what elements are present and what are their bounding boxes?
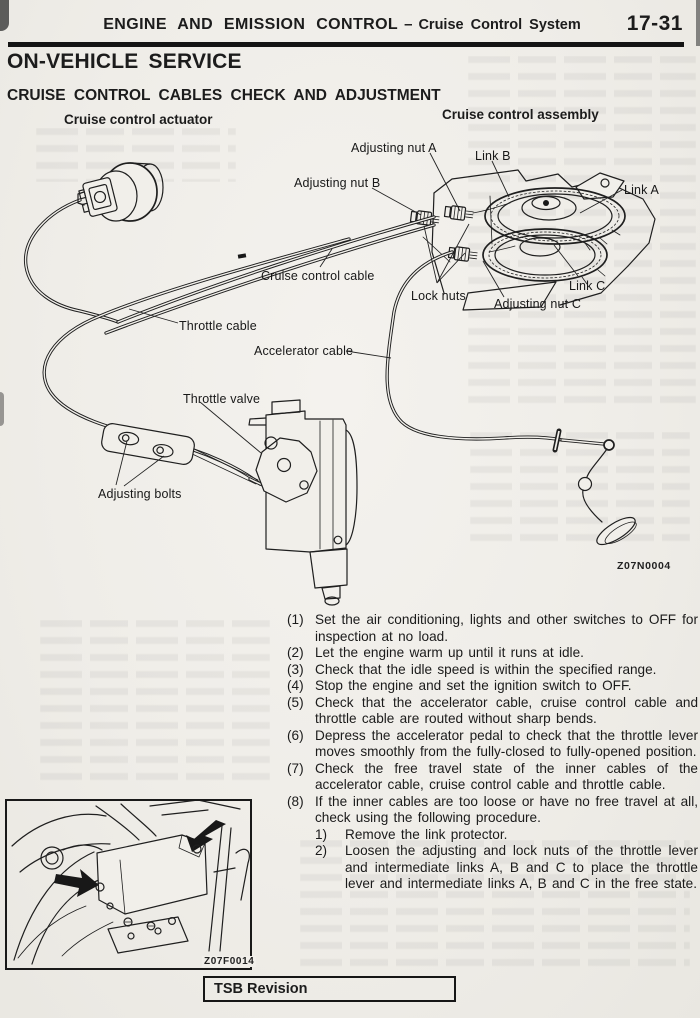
tsb-revision-box (203, 976, 456, 1002)
label-link-a: Link A (624, 183, 659, 197)
step-number: (7) (287, 760, 304, 776)
substep-number: 1) (315, 826, 328, 842)
figure-code-inset: Z07F0014 (204, 956, 255, 967)
procedure-step (287, 794, 698, 827)
procedure-step (287, 662, 698, 679)
header-dash: – (404, 16, 413, 33)
page-number: 17-31 (626, 12, 683, 35)
step-number: (5) (287, 694, 304, 710)
step-number: (1) (287, 612, 304, 627)
step-number: (4) (287, 678, 304, 693)
step-number: (3) (287, 661, 304, 677)
step-number: (6) (287, 727, 304, 743)
adjusting-nut-a-drawing (444, 205, 473, 221)
step-number: (2) (287, 645, 304, 660)
procedure-substep (315, 827, 698, 844)
step-text: Check that the idle speed is within the specified range. (315, 661, 657, 677)
actuator-drawing (77, 163, 163, 221)
subsection-title: Cruise Control System (418, 17, 581, 33)
label-adjusting-nut-c: Adjusting nut C (494, 297, 582, 311)
procedure-step (287, 695, 698, 728)
label-cruise-control-cable: Cruise control cable (261, 269, 375, 283)
step-text: Let the engine warm up until it runs at idle. (315, 645, 584, 660)
substep-number: 2) (315, 843, 328, 858)
label-adjusting-nut-a: Adjusting nut A (351, 141, 437, 155)
page-title: ON-VEHICLE SERVICE (7, 50, 242, 73)
step-number: (8) (287, 793, 304, 809)
accelerator-pedal-drawing (555, 431, 640, 551)
label-lock-nuts: Lock nuts (411, 289, 466, 303)
step-text: Set the air conditioning, lights and other switches to OFF for inspection at no load. (315, 612, 698, 644)
procedure-step (287, 728, 698, 761)
procedure-title: CRUISE CONTROL CABLES CHECK AND ADJUSTMENT (7, 87, 441, 104)
procedure-step (287, 612, 698, 645)
label-accelerator-cable: Accelerator cable (254, 344, 354, 358)
inset-figure-frame (5, 799, 252, 970)
substep-text: Remove the link protector. (345, 826, 508, 842)
step-text: Stop the engine and set the ignition switch to OFF. (315, 678, 632, 693)
procedure-step (287, 678, 698, 695)
procedure-step (287, 761, 698, 794)
label-throttle-valve: Throttle valve (183, 392, 261, 406)
tsb-revision-label: TSB Revision (214, 981, 308, 997)
throttle-body-drawing (249, 400, 357, 605)
procedure-substeps (287, 827, 698, 893)
procedure-substep (315, 843, 698, 893)
caption-cruise-control-actuator: Cruise control actuator (64, 112, 213, 127)
procedure-steps (287, 612, 698, 893)
label-adjusting-nut-b: Adjusting nut B (294, 176, 381, 190)
procedure-step (287, 645, 698, 662)
step-text: Check the free travel state of the inner cables of the accelerator cable, cruise control cable and throttle cable. (315, 760, 698, 792)
label-link-b: Link B (475, 149, 511, 163)
label-adjusting-bolts: Adjusting bolts (98, 487, 182, 501)
adjusting-bolt-bracket-drawing (100, 422, 195, 466)
step-text: Check that the accelerator cable, cruise control cable and throttle cable are routed without sharp bends. (315, 694, 698, 726)
caption-cruise-control-assembly: Cruise control assembly (442, 107, 599, 122)
label-throttle-cable: Throttle cable (179, 319, 257, 333)
figure-code-main: Z07N0004 (617, 560, 671, 572)
substep-text: Loosen the adjusting and lock nuts of the throttle lever and intermediate links A, B and C to place the throttle lever and intermediate links A, B and C in the free state. (345, 843, 698, 891)
label-link-c: Link C (569, 279, 606, 293)
step-text: Depress the accelerator pedal to check that the throttle lever moves smoothly from the fully-closed to fully-opened position. (315, 727, 698, 759)
step-text: If the inner cables are too loose or have no free travel at all, check using the following procedure. (315, 793, 698, 825)
section-title: ENGINE AND EMISSION CONTROL (103, 16, 399, 33)
